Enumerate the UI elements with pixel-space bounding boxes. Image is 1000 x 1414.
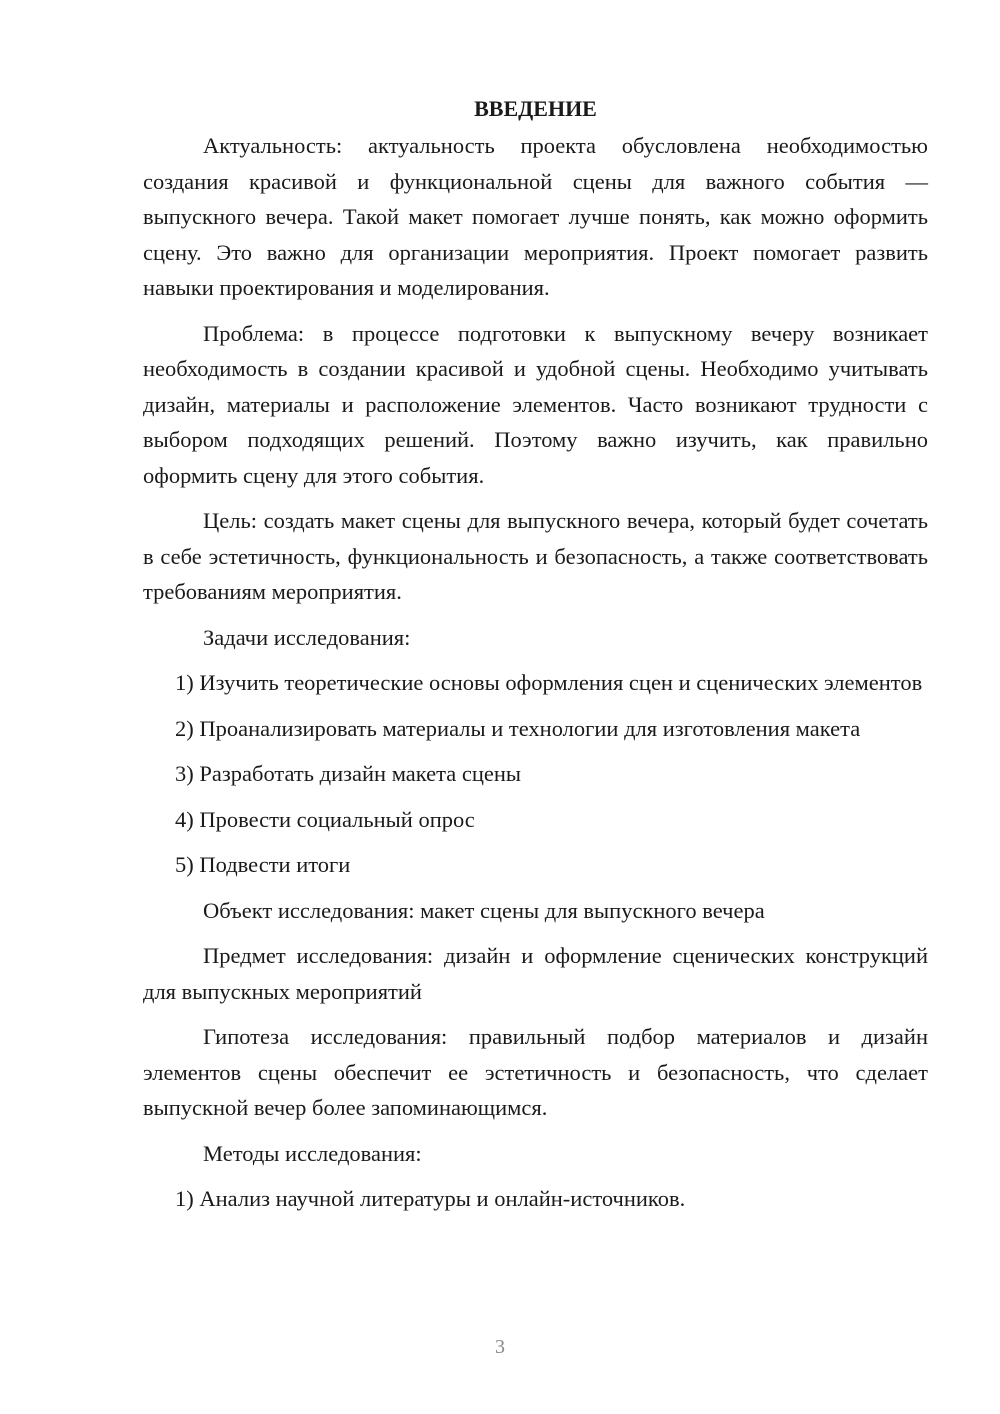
task-item: 4) Провести социальный опрос bbox=[175, 806, 475, 832]
hypothesis-paragraph: Гипотеза исследования: правильный подбор материалов и дизайн элементов сцены обеспечит ее эстетичность и безопасность, что сделает выпускной вечер более запоминающимся. bbox=[143, 1024, 928, 1120]
page-number: 3 bbox=[495, 1336, 505, 1358]
page-heading: ВВЕДЕНИЕ bbox=[474, 96, 597, 121]
object-paragraph: Объект исследования: макет сцены для выпускного вечера bbox=[203, 897, 765, 923]
relevance-paragraph: Актуальность: актуальность проекта обусловлена необходимостью создания красивой и функциональной сцены для важного события — выпускного вечера. Такой макет помогает лучше понять, как можно оформить сцену. Это важно для организации мероприятия. Проект помогает развить навыки проектирования и моделирования. bbox=[143, 133, 928, 300]
method-item: 1) Анализ научной литературы и онлайн-источников. bbox=[175, 1186, 686, 1211]
subject-paragraph: Предмет исследования: дизайн и оформление сценических конструкций для выпускных мероприятий bbox=[143, 943, 928, 1004]
document-page bbox=[143, 94, 928, 1227]
tasks-title: Задачи исследования: bbox=[203, 624, 411, 650]
task-item: 5) Подвести итоги bbox=[175, 852, 351, 877]
task-item: 3) Разработать дизайн макета сцены bbox=[175, 761, 522, 786]
methods-title: Методы исследования: bbox=[203, 1140, 422, 1166]
task-item: 2) Проанализировать материалы и технологии для изготовления макета bbox=[175, 715, 861, 741]
problem-paragraph: Проблема: в процессе подготовки к выпускному вечеру возникает необходимость в создании красивой и удобной сцены. Необходимо учитывать дизайн, материалы и расположение элементов. Часто возникают трудности с выбором подходящих решений. Поэтому важно изучить, как правильно оформить сцену для этого события. bbox=[143, 320, 928, 488]
task-item: 1) Изучить теоретические основы оформления сцен и сценических элементов bbox=[175, 670, 923, 695]
goal-paragraph: Цель: создать макет сцены для выпускного вечера, который будет сочетать в себе эстетичность, функциональность и безопасность, а также соответствовать требованиям мероприятия. bbox=[143, 508, 928, 604]
